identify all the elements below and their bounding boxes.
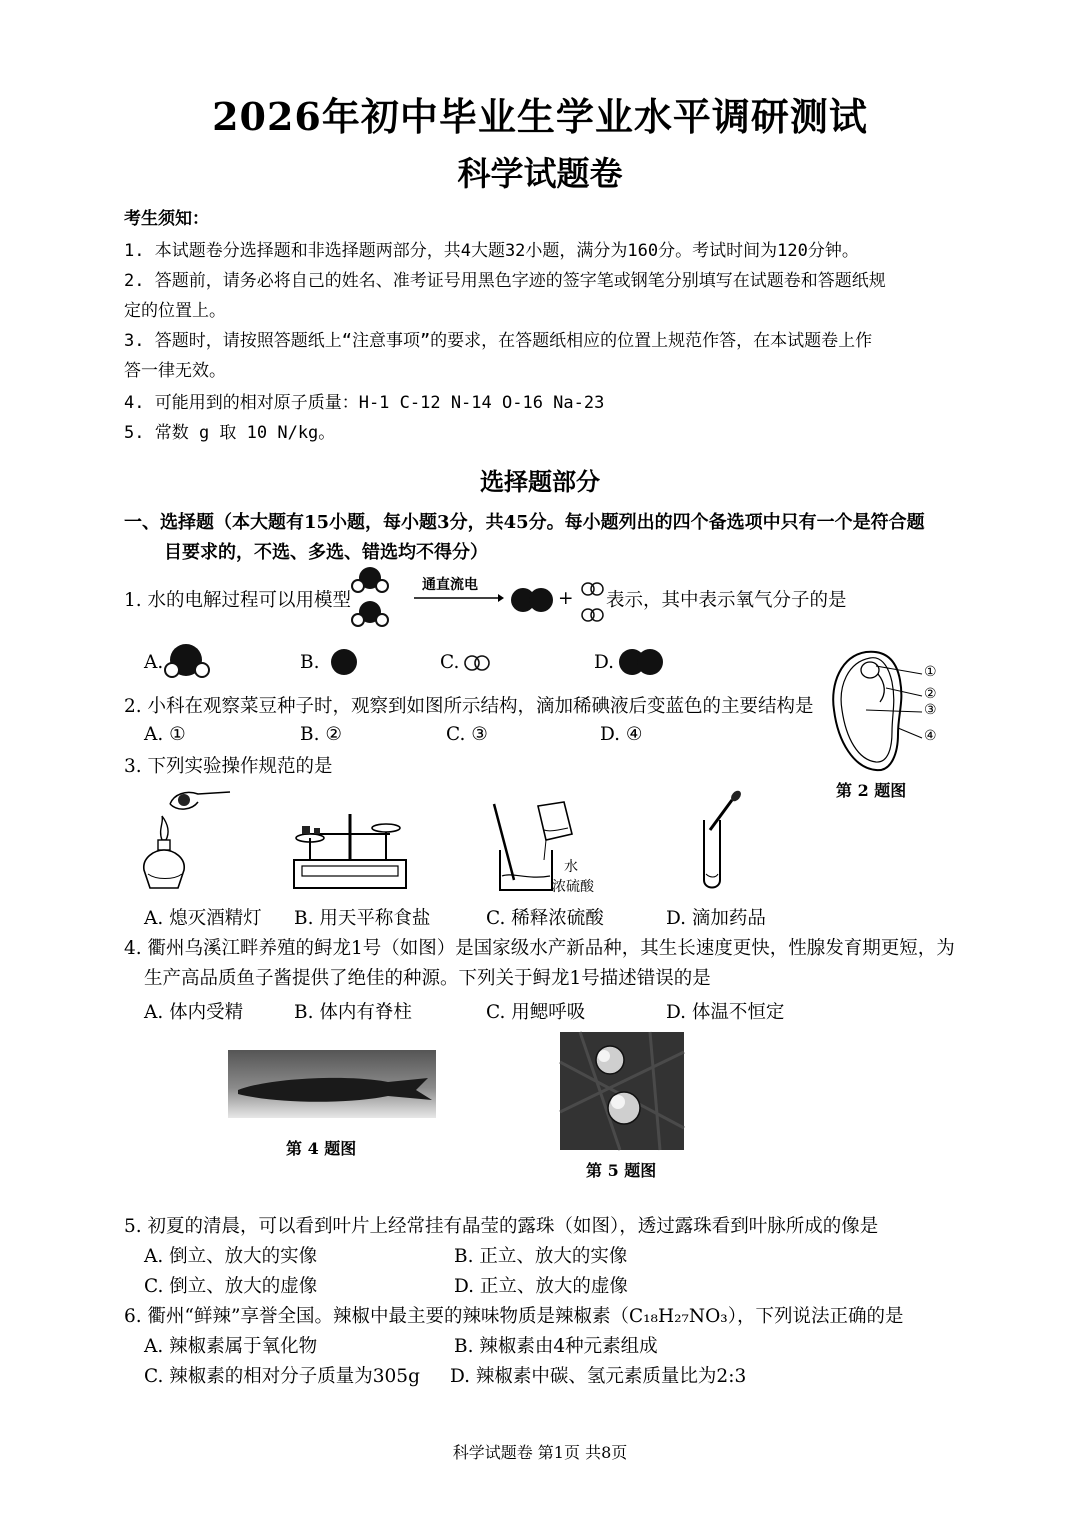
q3-stem: 3. 下列实验操作规范的是 (124, 756, 333, 777)
q2-option-b[interactable]: B. ② (300, 724, 342, 745)
q3-option-d[interactable]: D. 滴加药品 (666, 908, 766, 929)
capsaicin-formula: C₁₈H₂₇NO₃ (628, 1306, 728, 1327)
hydrogen-molecule-icon (510, 586, 554, 614)
q4-option-b[interactable]: B. 体内有脊柱 (294, 1002, 412, 1023)
dewdrop-photo (560, 1032, 684, 1150)
q4-option-a[interactable]: A. 体内受精 (144, 1002, 244, 1023)
q1-stem-end: 表示，其中表示氧气分子的是 (606, 590, 847, 611)
q3-option-a[interactable]: A. 熄灭酒精灯 (144, 908, 262, 929)
option-c-molecule-icon (463, 652, 493, 674)
q4-stem-cont: 生产高品质鱼子酱提供了绝佳的种源。下列关于鲟龙1号描述错误的是 (144, 968, 711, 989)
q6-option-b[interactable]: B. 辣椒素由4种元素组成 (454, 1336, 658, 1357)
q6-option-c[interactable]: C. 辣椒素的相对分子质量为305g (144, 1366, 420, 1387)
q2-option-c[interactable]: C. ③ (446, 724, 488, 745)
notice-item-1: 1. 本试题卷分选择题和非选择题两部分，共4大题32小题，满分为160分。考试时间为120分钟。 (124, 241, 859, 261)
q4-option-d[interactable]: D. 体温不恒定 (666, 1002, 785, 1023)
q1-option-c[interactable]: C. (440, 652, 460, 673)
alcohol-lamp-illustration (140, 782, 240, 892)
q5-stem: 5. 初夏的清晨，可以看到叶片上经常挂有晶莹的露珠（如图），透过露珠看到叶脉所成的像是 (124, 1216, 879, 1237)
reaction-arrow-icon (414, 592, 504, 604)
q3-option-b[interactable]: B. 用天平称食盐 (294, 908, 431, 929)
seed-label-3: ③ (924, 702, 937, 718)
option-d-molecule-icon (618, 644, 666, 680)
option-a-molecule-icon (164, 640, 216, 680)
section-instruction-cont: 目要求的，不选、多选、错选均不得分） (164, 542, 488, 563)
q5-caption: 第 5 题图 (586, 1161, 657, 1180)
q6-option-d[interactable]: D. 辣椒素中碳、氢元素质量比为2:3 (450, 1366, 747, 1387)
q1-option-a[interactable]: A. (144, 652, 164, 673)
notice-item-3-cont: 答一律无效。 (124, 361, 226, 381)
q1-stem: 1. 水的电解过程可以用模型 (124, 590, 352, 611)
page-subtitle: 科学试题卷 (457, 154, 623, 193)
seed-label-4: ④ (924, 728, 937, 744)
water-molecule-icon (346, 560, 396, 632)
balance-illustration (290, 808, 410, 892)
seed-label-1: ① (924, 664, 937, 680)
q2-stem: 2. 小科在观察菜豆种子时，观察到如图所示结构，滴加稀碘液后变蓝色的主要结构是 (124, 696, 814, 717)
q1-option-b[interactable]: B. (300, 652, 320, 673)
q4-stem: 4. 衢州乌溪江畔养殖的鲟龙1号（如图）是国家级水产新品种，其生长速度更快，性腺发育期更短，为 (124, 938, 955, 959)
q2-option-d[interactable]: D. ④ (600, 724, 643, 745)
notice-item-5: 5. 常数 g 取 10 N/kg。 (124, 423, 336, 443)
notice-heading: 考生须知： (124, 209, 209, 229)
option-b-atom-icon (328, 646, 360, 678)
notice-item-2: 2. 答题前，请务必将自己的姓名、准考证号用黑色字迹的签字笔或钢笔分别填写在试题卷和答题纸规 (124, 271, 886, 291)
notice-item-3: 3. 答题时，请按照答题纸上“注意事项”的要求，在答题纸相应的位置上规范作答，在本试题卷上作 (124, 331, 873, 351)
section-title: 选择题部分 (480, 467, 600, 496)
q4-option-c[interactable]: C. 用鳃呼吸 (486, 1002, 586, 1023)
q2-caption: 第 2 题图 (836, 781, 907, 800)
q5-option-a[interactable]: A. 倒立、放大的实像 (144, 1246, 318, 1267)
plus-sign: + (558, 588, 574, 609)
q5-option-c[interactable]: C. 倒立、放大的虚像 (144, 1276, 318, 1297)
q6-stem-end: ），下列说法正确的是 (727, 1306, 904, 1327)
q6-stem (124, 1302, 903, 1328)
page-footer: 科学试题卷 第1页 共8页 (452, 1443, 628, 1462)
section-instruction: 一、选择题（本大题有15小题，每小题3分，共45分。每小题列出的四个备选项中只有一个是符合题 (124, 512, 925, 533)
dropper-illustration (690, 790, 750, 894)
page-title: 2026年初中毕业生学业水平调研测试 (212, 94, 868, 139)
label-acid: 浓硫酸 (552, 879, 594, 895)
q6-stem-start: 6. 衢州“鲜辣”享誉全国。辣椒中最主要的辣味物质是辣椒素（ (124, 1306, 629, 1327)
q5-option-d[interactable]: D. 正立、放大的虚像 (454, 1276, 628, 1297)
q6-option-a[interactable]: A. 辣椒素属于氧化物 (144, 1336, 318, 1357)
notice-item-2-cont: 定的位置上。 (124, 301, 226, 321)
q3-option-c[interactable]: C. 稀释浓硫酸 (486, 908, 604, 929)
q5-option-b[interactable]: B. 正立、放大的实像 (454, 1246, 628, 1267)
q4-caption: 第 4 题图 (286, 1139, 357, 1158)
notice-item-4: 4. 可能用到的相对原子质量：H-1 C-12 N-14 O-16 Na-23 (124, 393, 605, 413)
q1-arrow-label: 通直流电 (422, 577, 478, 593)
q2-option-a[interactable]: A. ① (144, 724, 186, 745)
seed-label-2: ② (924, 686, 937, 702)
oxygen-molecule-icon (580, 580, 606, 626)
sturgeon-photo (228, 1050, 436, 1118)
q1-option-d[interactable]: D. (594, 652, 615, 673)
label-water: 水 (564, 859, 578, 875)
